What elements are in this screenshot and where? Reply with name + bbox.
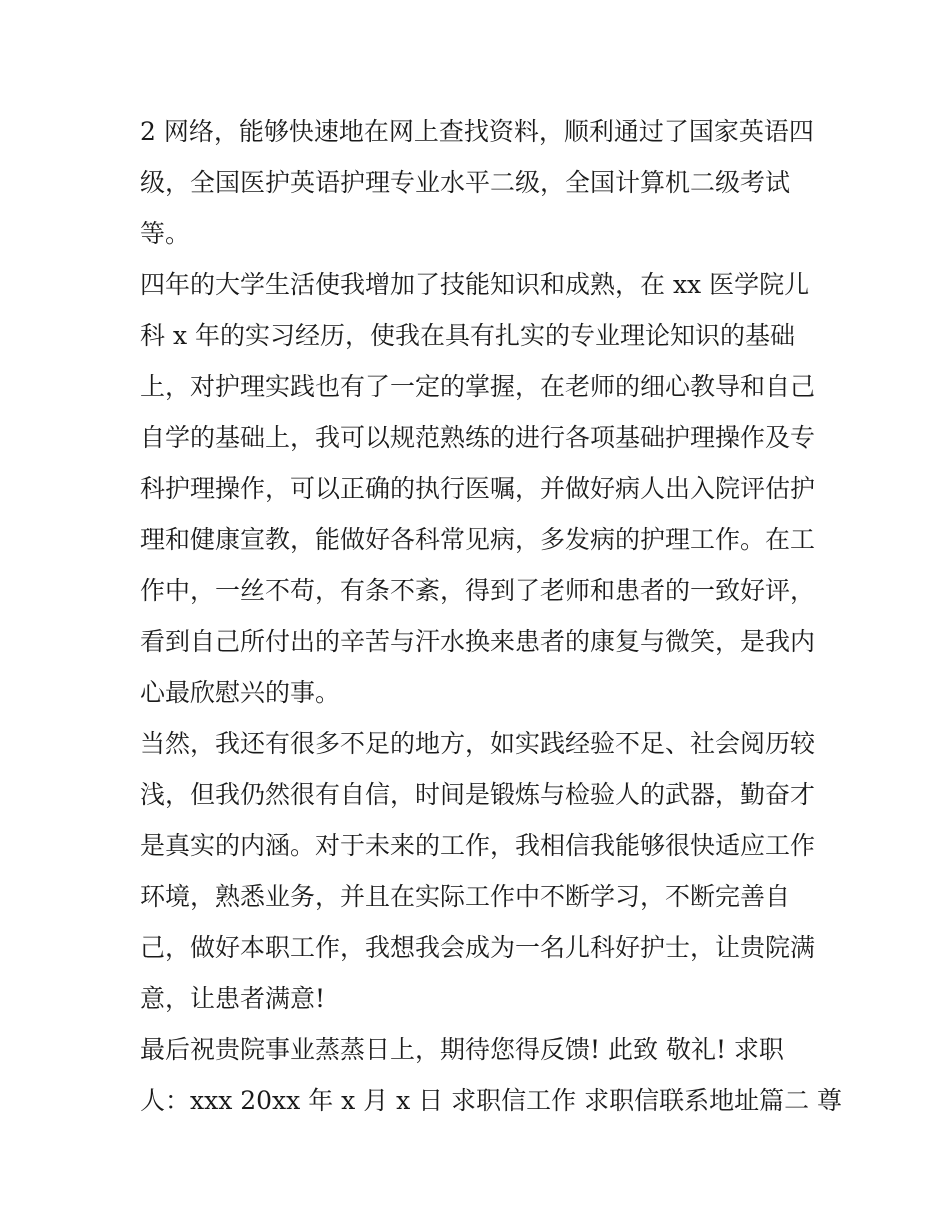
text-line: 2 网络，能够快速地在网上查找资料，顺利通过了国家英语四 (140, 117, 814, 146)
text-line: 上，对护理实践也有了一定的掌握，在老师的细心教导和自己 (140, 372, 816, 401)
text-line: 浅，但我仍然很有自信，时间是锻炼与检验人的武器，勤奋才 (140, 780, 816, 809)
text-line: 等。 (140, 219, 191, 248)
text-line: 科护理操作，可以正确的执行医嘱，并做好病人出入院评估护 (140, 474, 816, 503)
text-line: 最后祝贵院事业蒸蒸日上，期待您得反馈! 此致 敬礼! 求职 (140, 1035, 784, 1064)
text-line: 当然，我还有很多不足的地方，如实践经验不足、社会阅历较 (140, 729, 816, 758)
text-line: 是真实的内涵。对于未来的工作，我相信我能够很快适应工作 (140, 831, 816, 860)
text-line: 意，让患者满意! (140, 984, 326, 1013)
text-line: 己，做好本职工作，我想我会成为一名儿科好护士，让贵院满 (140, 933, 816, 962)
text-line: 理和健康宣教，能做好各科常见病，多发病的护理工作。在工 (140, 525, 816, 554)
text-line: 人：xxx 20xx 年 x 月 x 日 求职信工作 求职信联系地址篇二 尊 (140, 1086, 843, 1115)
text-line: 四年的大学生活使我增加了技能知识和成熟，在 xx 医学院儿 (140, 270, 810, 299)
text-line: 作中，一丝不苟，有条不紊，得到了老师和患者的一致好评， (140, 576, 816, 605)
text-line: 环境，熟悉业务，并且在实际工作中不断学习，不断完善自 (140, 882, 791, 911)
text-line: 科 x 年的实习经历，使我在具有扎实的专业理论知识的基础 (140, 321, 795, 350)
text-line: 自学的基础上，我可以规范熟练的进行各项基础护理操作及专 (140, 423, 816, 452)
text-line: 级，全国医护英语护理专业水平二级，全国计算机二级考试 (140, 168, 791, 197)
text-line: 看到自己所付出的辛苦与汗水换来患者的康复与微笑，是我内 (140, 627, 816, 656)
document-body (140, 106, 843, 1126)
text-line: 心最欣慰兴的事。 (140, 678, 341, 707)
